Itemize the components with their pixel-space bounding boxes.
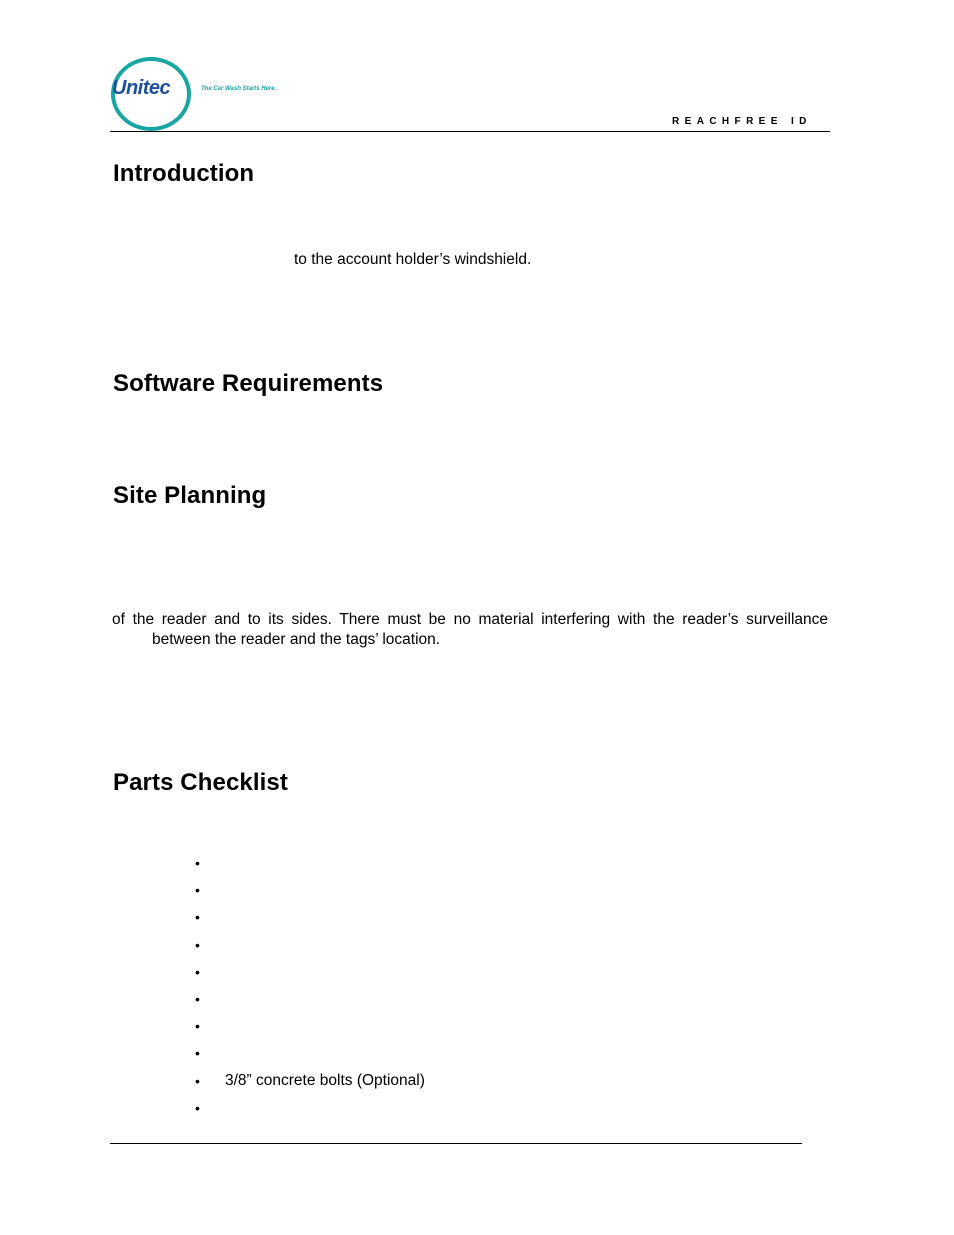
document-title: REACHFREE ID (672, 116, 812, 127)
bullet-icon: • (195, 1045, 200, 1062)
bullet-icon: • (195, 855, 200, 871)
bullet-icon: • (195, 882, 200, 899)
heading-parts-checklist: Parts Checklist (113, 769, 288, 796)
logo-tagline: The Car Wash Starts Here. (201, 86, 277, 92)
site-planning-line-1: of the reader and to its sides. There must be no material interfering with the reader’s surveillance (112, 611, 828, 628)
heading-introduction: Introduction (113, 160, 255, 187)
header-divider (110, 131, 830, 132)
introduction-text: to the account holder’s windshield. (294, 251, 532, 268)
bullet-icon: • (195, 990, 200, 1007)
heading-site-planning: Site Planning (113, 482, 267, 509)
footer-divider (110, 1143, 802, 1144)
bullet-icon: • (195, 936, 200, 953)
bullet-icon: • (195, 1018, 200, 1035)
heading-software-requirements: Software Requirements (113, 370, 384, 397)
bullet-icon: • (195, 1072, 200, 1089)
bullet-icon: • (195, 1099, 200, 1116)
bullet-icon: • (195, 909, 200, 926)
bullet-icon: • (195, 963, 200, 980)
site-planning-line-2: between the reader and the tags’ location. (152, 631, 441, 648)
unitec-logo: Unitec (112, 77, 171, 99)
